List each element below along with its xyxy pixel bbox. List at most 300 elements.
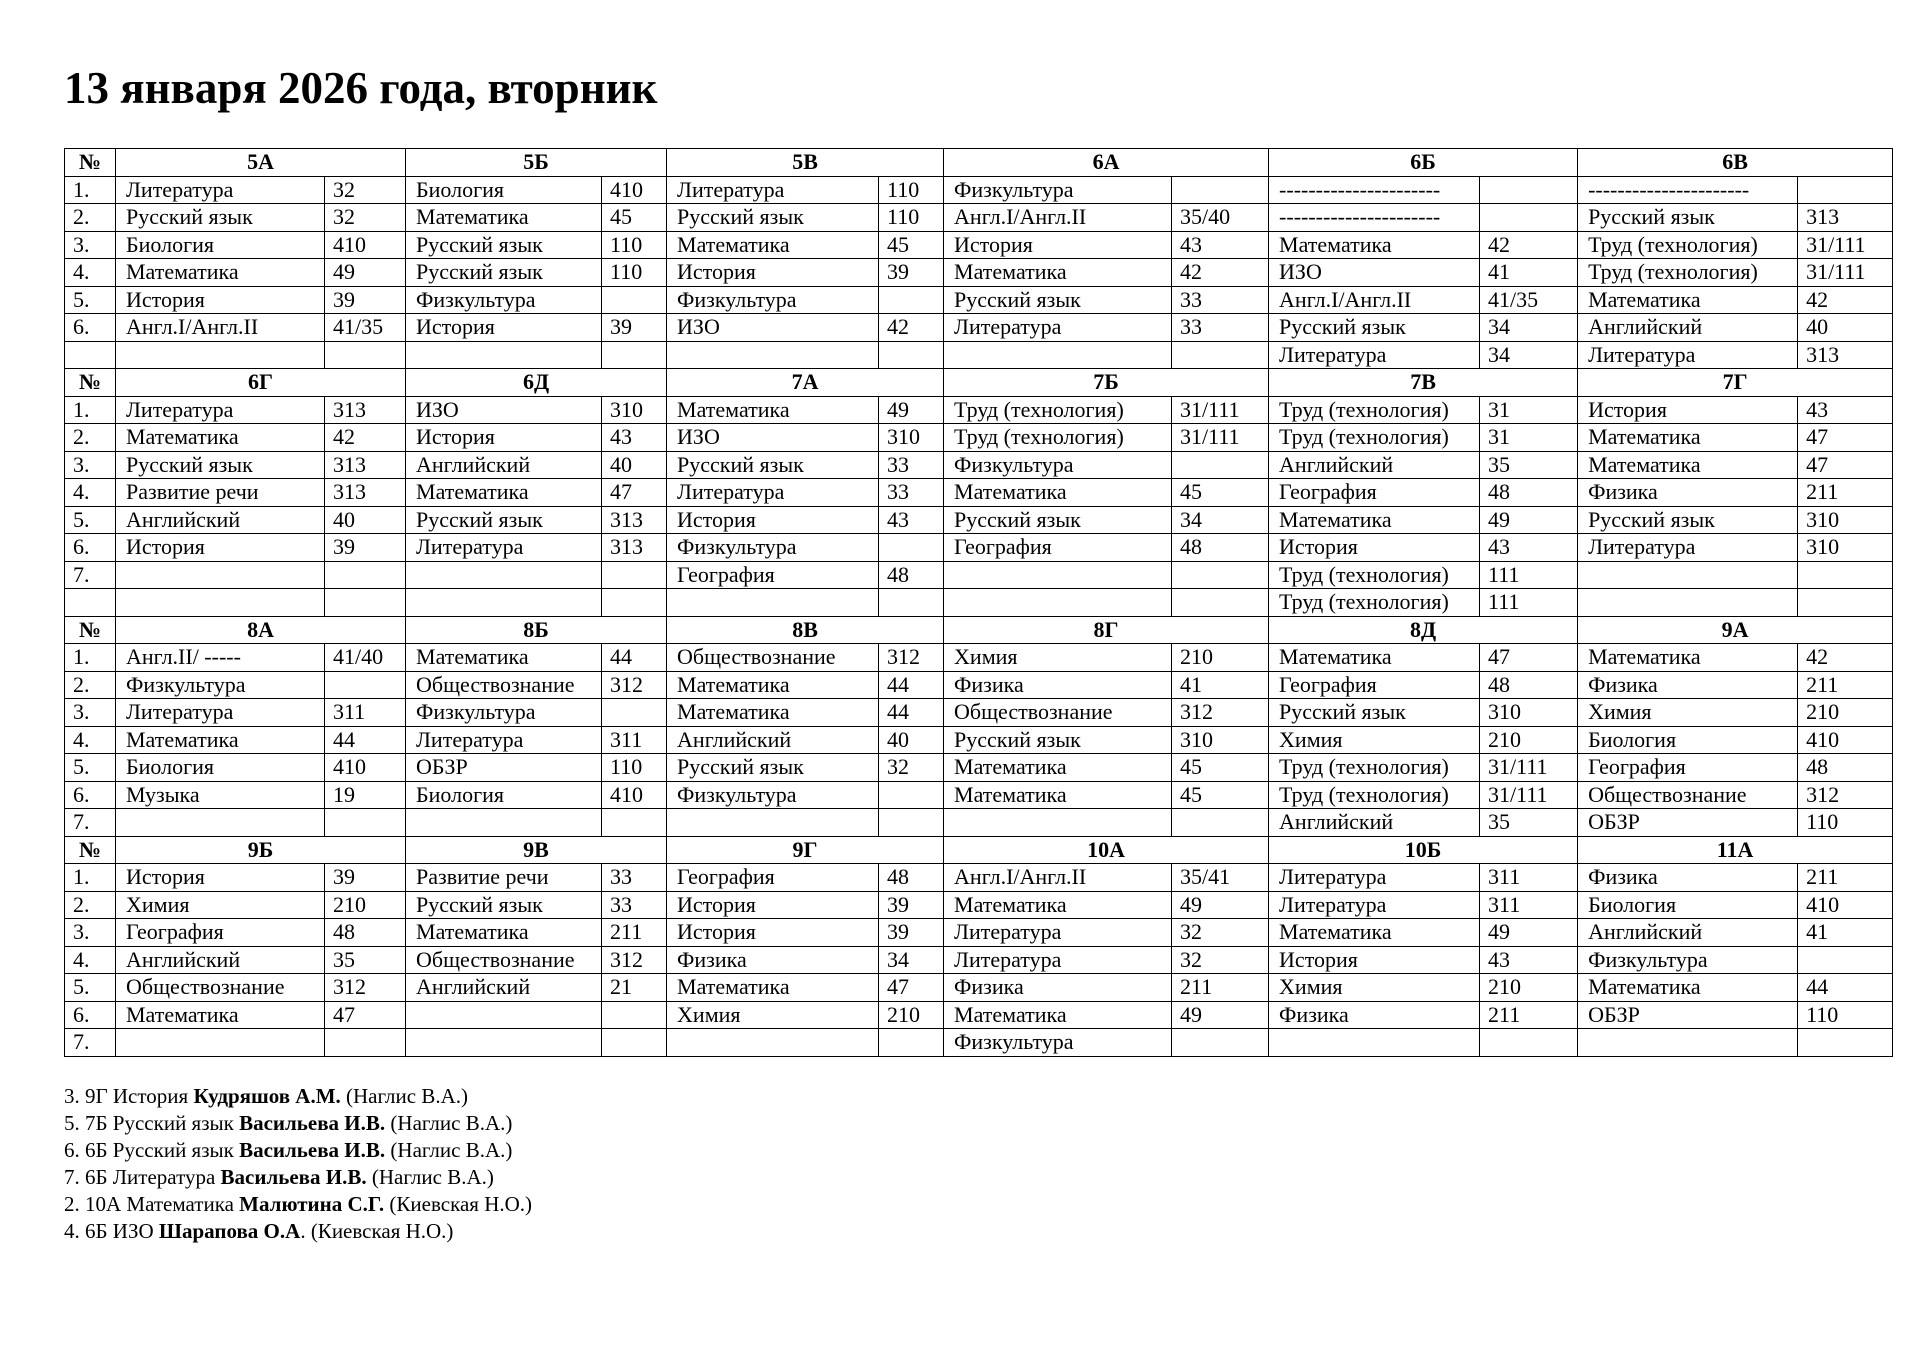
subject-cell: Литература <box>1269 891 1480 919</box>
subject-cell: Математика <box>944 259 1172 287</box>
subject-cell: Развитие речи <box>116 479 325 507</box>
subject-cell: ---------------------- <box>1269 176 1480 204</box>
subject-cell: Литература <box>1578 341 1798 369</box>
room-cell: 39 <box>879 259 944 287</box>
subject-cell: Биология <box>406 176 602 204</box>
subject-cell: Математика <box>116 1001 325 1029</box>
subject-cell: Русский язык <box>116 204 325 232</box>
room-cell: 32 <box>325 204 406 232</box>
room-cell: 45 <box>1172 781 1269 809</box>
subject-cell: Математика <box>944 479 1172 507</box>
lesson-number-header: № <box>65 836 116 864</box>
room-cell: 31/111 <box>1798 259 1893 287</box>
room-cell: 41 <box>1172 671 1269 699</box>
lesson-number: 1. <box>65 864 116 892</box>
subject-cell: Физкультура <box>116 671 325 699</box>
subject-cell: Биология <box>406 781 602 809</box>
subject-cell: Физика <box>944 974 1172 1002</box>
subject-cell <box>116 589 325 617</box>
subject-cell: Математика <box>1578 451 1798 479</box>
subject-cell <box>944 809 1172 837</box>
schedule-table <box>64 148 1893 1057</box>
subject-cell: География <box>1269 479 1480 507</box>
subject-cell: Труд (технология) <box>1578 259 1798 287</box>
subject-cell: Математика <box>406 919 602 947</box>
lesson-number: 1. <box>65 644 116 672</box>
room-cell <box>879 286 944 314</box>
room-cell: 39 <box>325 534 406 562</box>
room-cell <box>1480 1029 1578 1057</box>
subject-cell: Русский язык <box>406 506 602 534</box>
room-cell: 310 <box>1480 699 1578 727</box>
lesson-number: 3. <box>65 451 116 479</box>
lesson-number: 4. <box>65 479 116 507</box>
room-cell: 311 <box>1480 864 1578 892</box>
room-cell: 110 <box>879 204 944 232</box>
lesson-number <box>65 589 116 617</box>
room-cell: 31 <box>1480 424 1578 452</box>
class-header-row <box>65 616 1893 644</box>
room-cell: 210 <box>325 891 406 919</box>
room-cell: 313 <box>325 396 406 424</box>
lesson-number: 5. <box>65 506 116 534</box>
lesson-number: 2. <box>65 424 116 452</box>
subject-cell: Английский <box>1269 451 1480 479</box>
subject-cell: Химия <box>667 1001 879 1029</box>
subject-cell: Труд (технология) <box>1269 396 1480 424</box>
subject-cell: История <box>116 534 325 562</box>
room-cell <box>1480 204 1578 232</box>
room-cell <box>879 781 944 809</box>
subject-cell: Английский <box>116 506 325 534</box>
room-cell: 312 <box>602 946 667 974</box>
room-cell: 47 <box>1798 451 1893 479</box>
subject-cell: Математика <box>1269 231 1480 259</box>
lesson-number: 4. <box>65 946 116 974</box>
room-cell: 311 <box>1480 891 1578 919</box>
subject-cell: ИЗО <box>667 424 879 452</box>
room-cell <box>1798 176 1893 204</box>
room-cell: 44 <box>879 671 944 699</box>
subject-cell: Физкультура <box>406 286 602 314</box>
room-cell: 110 <box>1798 1001 1893 1029</box>
room-cell: 311 <box>602 726 667 754</box>
subject-cell: Русский язык <box>667 451 879 479</box>
room-cell: 31/111 <box>1798 231 1893 259</box>
note-lesson: 7. 6Б Литература <box>64 1165 216 1189</box>
subject-cell: Русский язык <box>1269 699 1480 727</box>
subject-cell: ОБЗР <box>406 754 602 782</box>
room-cell: 35 <box>325 946 406 974</box>
note-replaced-teacher: (Наглис В.А.) <box>390 1138 513 1162</box>
room-cell <box>602 341 667 369</box>
subject-cell <box>1578 561 1798 589</box>
class-name-header: 6А <box>944 149 1269 177</box>
room-cell: 210 <box>1480 974 1578 1002</box>
room-cell: 47 <box>1798 424 1893 452</box>
note-lesson: 2. 10А Математика <box>64 1192 234 1216</box>
subject-cell: Англ.I/Англ.II <box>944 204 1172 232</box>
room-cell: 42 <box>879 314 944 342</box>
lesson-row <box>65 726 1893 754</box>
subject-cell: Англ.I/Англ.II <box>1269 286 1480 314</box>
lesson-row <box>65 891 1893 919</box>
room-cell: 312 <box>1798 781 1893 809</box>
room-cell: 44 <box>879 699 944 727</box>
room-cell <box>602 699 667 727</box>
subject-cell <box>1269 1029 1480 1057</box>
subject-cell: Математика <box>667 671 879 699</box>
note-replaced-teacher: (Наглис В.А.) <box>346 1084 468 1108</box>
subject-cell: ---------------------- <box>1578 176 1798 204</box>
subject-cell: История <box>1578 396 1798 424</box>
room-cell: 49 <box>1480 919 1578 947</box>
subject-cell: Физкультура <box>667 534 879 562</box>
room-cell: 39 <box>325 286 406 314</box>
subject-cell: Математика <box>944 754 1172 782</box>
subject-cell: Физкультура <box>667 286 879 314</box>
subject-cell: Математика <box>1269 919 1480 947</box>
lesson-number: 4. <box>65 259 116 287</box>
subject-cell: История <box>1269 534 1480 562</box>
room-cell: 211 <box>1798 671 1893 699</box>
lesson-number: 2. <box>65 891 116 919</box>
room-cell: 47 <box>325 1001 406 1029</box>
subject-cell <box>667 1029 879 1057</box>
room-cell: 35/40 <box>1172 204 1269 232</box>
lesson-number: 5. <box>65 754 116 782</box>
lesson-row <box>65 176 1893 204</box>
class-name-header: 11А <box>1578 836 1893 864</box>
room-cell: 35 <box>1480 809 1578 837</box>
subject-cell: Литература <box>406 726 602 754</box>
lesson-row <box>65 864 1893 892</box>
room-cell: 313 <box>602 506 667 534</box>
room-cell: 35 <box>1480 451 1578 479</box>
room-cell: 47 <box>879 974 944 1002</box>
room-cell: 45 <box>1172 754 1269 782</box>
subject-cell: ИЗО <box>667 314 879 342</box>
subject-cell: Математика <box>1269 644 1480 672</box>
lesson-number: 7. <box>65 809 116 837</box>
room-cell: 31/111 <box>1172 396 1269 424</box>
room-cell <box>602 809 667 837</box>
room-cell: 43 <box>1480 946 1578 974</box>
room-cell: 211 <box>1798 479 1893 507</box>
lesson-number: 4. <box>65 726 116 754</box>
subject-cell: Русский язык <box>944 286 1172 314</box>
subject-cell: Труд (технология) <box>1269 424 1480 452</box>
note-replaced-teacher: (Наглис В.А.) <box>371 1165 494 1189</box>
room-cell: 310 <box>879 424 944 452</box>
class-name-header: 9А <box>1578 616 1893 644</box>
subject-cell: Обществознание <box>116 974 325 1002</box>
room-cell: 211 <box>1798 864 1893 892</box>
subject-cell: История <box>667 919 879 947</box>
subject-cell: Математика <box>667 231 879 259</box>
subject-cell: История <box>667 259 879 287</box>
subject-cell: Математика <box>1578 286 1798 314</box>
room-cell <box>325 1029 406 1057</box>
class-header-row <box>65 149 1893 177</box>
lesson-number: 1. <box>65 176 116 204</box>
substitution-note <box>64 1110 532 1137</box>
room-cell <box>602 561 667 589</box>
subject-cell: Труд (технология) <box>1269 589 1480 617</box>
note-lesson: 6. 6Б Русский язык <box>64 1138 234 1162</box>
subject-cell: Литература <box>667 479 879 507</box>
room-cell: 34 <box>1480 341 1578 369</box>
room-cell <box>1172 341 1269 369</box>
room-cell: 111 <box>1480 561 1578 589</box>
lesson-row <box>65 396 1893 424</box>
room-cell <box>1480 176 1578 204</box>
room-cell: 313 <box>1798 341 1893 369</box>
room-cell: 32 <box>879 754 944 782</box>
subject-cell: Литература <box>116 396 325 424</box>
subject-cell: ОБЗР <box>1578 1001 1798 1029</box>
room-cell <box>1172 1029 1269 1057</box>
subject-cell: Литература <box>116 699 325 727</box>
lesson-row <box>65 699 1893 727</box>
subject-cell: Литература <box>1269 341 1480 369</box>
subject-cell: Обществознание <box>406 946 602 974</box>
room-cell: 211 <box>602 919 667 947</box>
lesson-row <box>65 314 1893 342</box>
subject-cell <box>944 561 1172 589</box>
class-name-header: 9В <box>406 836 667 864</box>
room-cell: 312 <box>325 974 406 1002</box>
subject-cell: Физика <box>667 946 879 974</box>
room-cell: 48 <box>325 919 406 947</box>
lesson-row <box>65 1029 1893 1057</box>
subject-cell: Физика <box>1578 671 1798 699</box>
subject-cell: Труд (технология) <box>1269 781 1480 809</box>
lesson-row <box>65 589 1893 617</box>
room-cell: 210 <box>1798 699 1893 727</box>
subject-cell: Русский язык <box>406 891 602 919</box>
class-name-header: 8Д <box>1269 616 1578 644</box>
subject-cell: Литература <box>1578 534 1798 562</box>
subject-cell: География <box>944 534 1172 562</box>
subject-cell: Физика <box>1269 1001 1480 1029</box>
lesson-number-header: № <box>65 616 116 644</box>
subject-cell: Труд (технология) <box>944 396 1172 424</box>
class-name-header: 8Б <box>406 616 667 644</box>
lesson-number-header: № <box>65 149 116 177</box>
subject-cell: Литература <box>944 946 1172 974</box>
lesson-number-header: № <box>65 369 116 397</box>
room-cell: 43 <box>1480 534 1578 562</box>
room-cell: 45 <box>1172 479 1269 507</box>
lesson-row <box>65 1001 1893 1029</box>
subject-cell <box>667 341 879 369</box>
lesson-row <box>65 204 1893 232</box>
subject-cell: Русский язык <box>406 259 602 287</box>
subject-cell: Литература <box>944 919 1172 947</box>
room-cell: 48 <box>1480 479 1578 507</box>
subject-cell: Химия <box>1578 699 1798 727</box>
subject-cell <box>116 341 325 369</box>
note-teacher: Шарапова О.А <box>158 1219 301 1243</box>
class-name-header: 7Г <box>1578 369 1893 397</box>
room-cell: 44 <box>325 726 406 754</box>
subject-cell <box>406 561 602 589</box>
subject-cell: Литература <box>667 176 879 204</box>
room-cell: 47 <box>602 479 667 507</box>
room-cell <box>879 1029 944 1057</box>
subject-cell: Биология <box>1578 891 1798 919</box>
room-cell: 33 <box>602 891 667 919</box>
room-cell: 33 <box>602 864 667 892</box>
room-cell <box>1798 1029 1893 1057</box>
subject-cell: Физкультура <box>1578 946 1798 974</box>
class-name-header: 7В <box>1269 369 1578 397</box>
subject-cell: Литература <box>116 176 325 204</box>
room-cell: 42 <box>1480 231 1578 259</box>
room-cell: 34 <box>1480 314 1578 342</box>
lesson-number: 6. <box>65 534 116 562</box>
subject-cell: География <box>667 864 879 892</box>
room-cell: 310 <box>602 396 667 424</box>
subject-cell <box>944 589 1172 617</box>
room-cell: 43 <box>1798 396 1893 424</box>
subject-cell: Английский <box>1578 919 1798 947</box>
lesson-number: 2. <box>65 671 116 699</box>
room-cell: 110 <box>602 754 667 782</box>
subject-cell: Химия <box>1269 726 1480 754</box>
room-cell: 310 <box>1172 726 1269 754</box>
room-cell: 310 <box>1798 534 1893 562</box>
room-cell: 41 <box>1480 259 1578 287</box>
note-replaced-teacher: (Наглис В.А.) <box>390 1111 513 1135</box>
room-cell: 312 <box>1172 699 1269 727</box>
substitution-note <box>64 1137 532 1164</box>
room-cell: 47 <box>1480 644 1578 672</box>
room-cell: 41/35 <box>325 314 406 342</box>
subject-cell: ОБЗР <box>1578 809 1798 837</box>
lesson-number: 7. <box>65 561 116 589</box>
class-name-header: 10Б <box>1269 836 1578 864</box>
class-name-header: 8В <box>667 616 944 644</box>
subject-cell: Англ.I/Англ.II <box>116 314 325 342</box>
subject-cell: История <box>667 506 879 534</box>
subject-cell <box>406 809 602 837</box>
room-cell: 41/40 <box>325 644 406 672</box>
subject-cell: История <box>944 231 1172 259</box>
room-cell: 39 <box>879 919 944 947</box>
subject-cell <box>667 809 879 837</box>
room-cell: 34 <box>1172 506 1269 534</box>
subject-cell: Труд (технология) <box>1269 561 1480 589</box>
room-cell: 310 <box>1798 506 1893 534</box>
room-cell: 313 <box>602 534 667 562</box>
room-cell: 39 <box>325 864 406 892</box>
room-cell: 43 <box>879 506 944 534</box>
subject-cell: ИЗО <box>406 396 602 424</box>
subject-cell: Русский язык <box>667 204 879 232</box>
subject-cell: Труд (технология) <box>1578 231 1798 259</box>
subject-cell <box>1578 589 1798 617</box>
subject-cell: История <box>116 864 325 892</box>
room-cell: 312 <box>602 671 667 699</box>
room-cell: 410 <box>602 176 667 204</box>
subject-cell: Математика <box>1578 974 1798 1002</box>
substitution-note <box>64 1191 532 1218</box>
room-cell: 32 <box>325 176 406 204</box>
room-cell: 410 <box>1798 891 1893 919</box>
lesson-number: 6. <box>65 314 116 342</box>
subject-cell: География <box>667 561 879 589</box>
subject-cell: География <box>1269 671 1480 699</box>
room-cell: 48 <box>1798 754 1893 782</box>
room-cell: 45 <box>602 204 667 232</box>
lesson-number: 5. <box>65 286 116 314</box>
class-name-header: 9Г <box>667 836 944 864</box>
lesson-row <box>65 341 1893 369</box>
lesson-row <box>65 754 1893 782</box>
lesson-row <box>65 286 1893 314</box>
subject-cell <box>116 809 325 837</box>
room-cell: 110 <box>879 176 944 204</box>
lesson-row <box>65 781 1893 809</box>
room-cell: 33 <box>879 479 944 507</box>
room-cell: 110 <box>602 231 667 259</box>
class-name-header: 5Б <box>406 149 667 177</box>
lesson-number: 3. <box>65 919 116 947</box>
room-cell <box>1172 809 1269 837</box>
subject-cell: Биология <box>116 231 325 259</box>
room-cell: 49 <box>325 259 406 287</box>
subject-cell: Английский <box>1269 809 1480 837</box>
note-teacher: Малютина С.Г. <box>239 1192 385 1216</box>
subject-cell: Математика <box>116 726 325 754</box>
lesson-row <box>65 424 1893 452</box>
class-header-row <box>65 369 1893 397</box>
room-cell <box>325 589 406 617</box>
subject-cell: Литература <box>1269 864 1480 892</box>
subject-cell: Математика <box>944 891 1172 919</box>
room-cell: 48 <box>879 864 944 892</box>
subject-cell: Англ.I/Англ.II <box>944 864 1172 892</box>
class-name-header: 6Г <box>116 369 406 397</box>
lesson-number: 3. <box>65 231 116 259</box>
room-cell: 49 <box>1480 506 1578 534</box>
room-cell <box>325 671 406 699</box>
subject-cell: Англ.II/ ----- <box>116 644 325 672</box>
lesson-row <box>65 506 1893 534</box>
subject-cell: Математика <box>406 204 602 232</box>
room-cell: 49 <box>1172 891 1269 919</box>
room-cell: 31 <box>1480 396 1578 424</box>
subject-cell: Русский язык <box>667 754 879 782</box>
room-cell: 410 <box>325 754 406 782</box>
room-cell <box>879 341 944 369</box>
subject-cell: Обществознание <box>944 699 1172 727</box>
note-lesson: 3. 9Г История <box>64 1084 189 1108</box>
room-cell: 313 <box>1798 204 1893 232</box>
subject-cell <box>116 1029 325 1057</box>
room-cell: 410 <box>325 231 406 259</box>
note-lesson: 5. 7Б Русский язык <box>64 1111 234 1135</box>
room-cell: 43 <box>602 424 667 452</box>
room-cell: 34 <box>879 946 944 974</box>
room-cell: 32 <box>1172 919 1269 947</box>
subject-cell: Биология <box>1578 726 1798 754</box>
subject-cell: Физкультура <box>406 699 602 727</box>
room-cell: 110 <box>1798 809 1893 837</box>
subject-cell: Математика <box>944 781 1172 809</box>
